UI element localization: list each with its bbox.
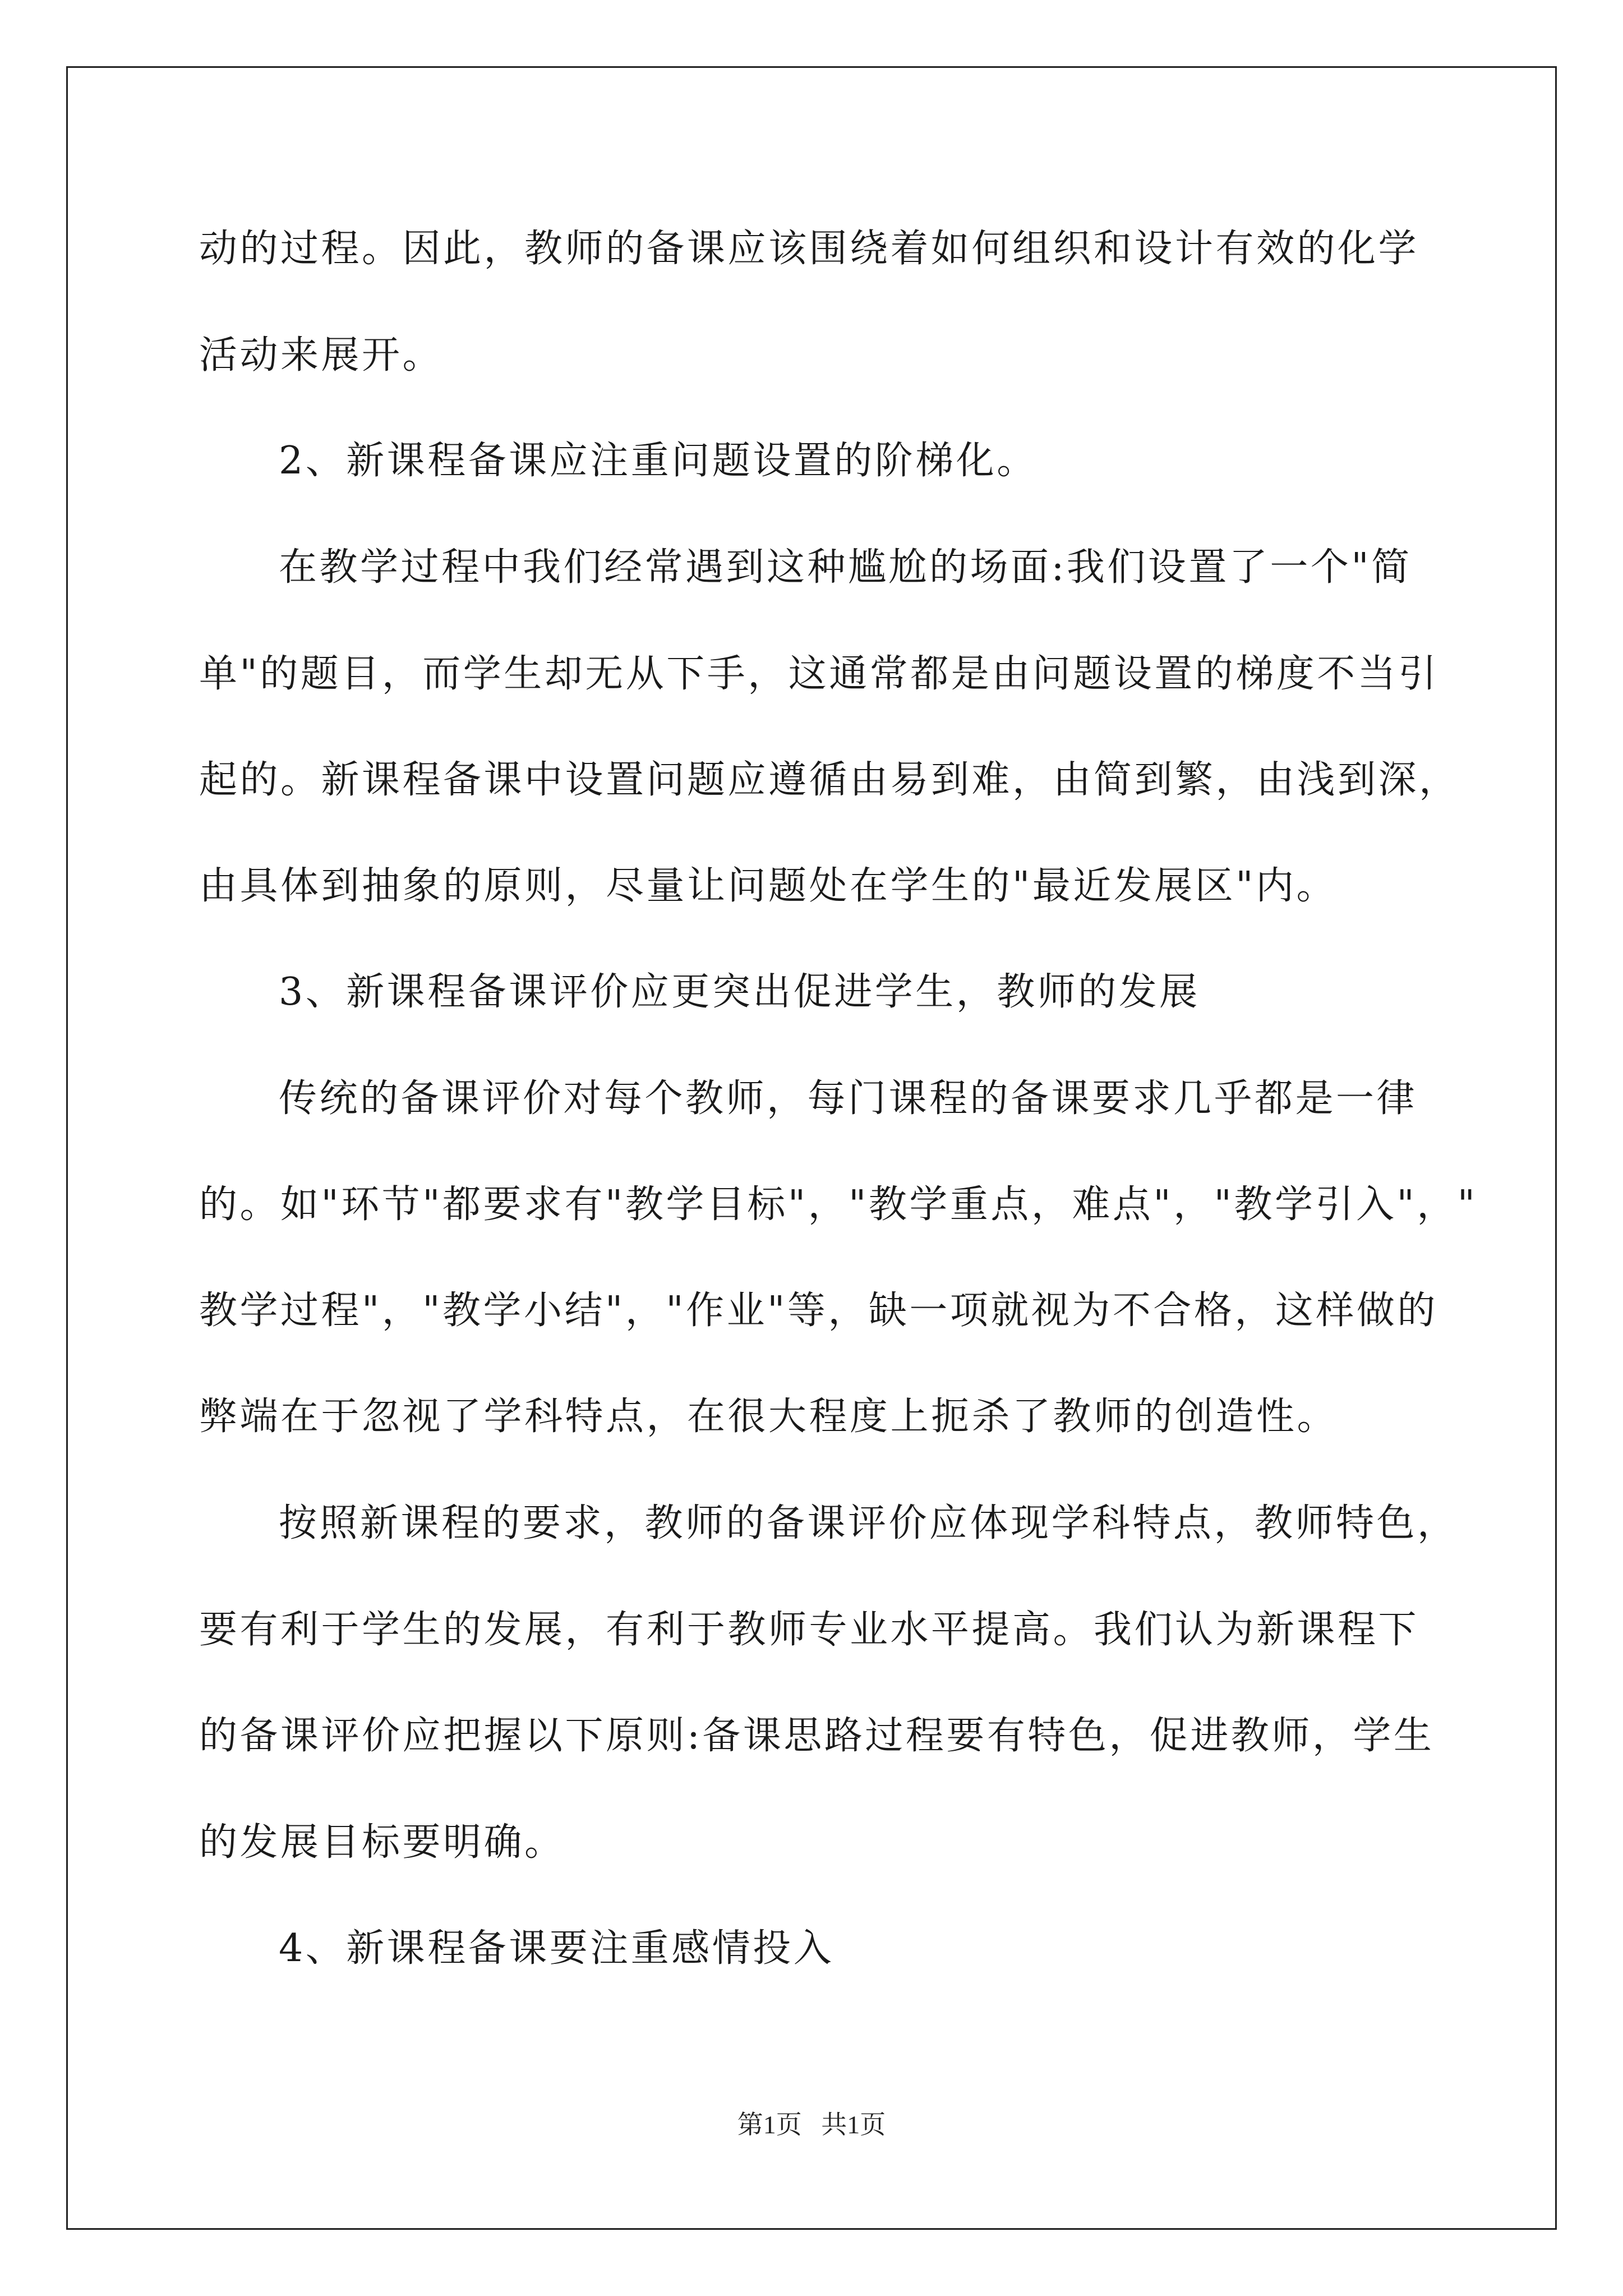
page-border [66,66,1557,2230]
text-line-2: 活动来展开。 [199,333,444,378]
page-number-footer: 第1页 共1页 [737,2110,886,2139]
text-line-13: 按照新课程的要求，教师的备课评价应体现学科特点，教师特色， [279,1501,1458,1545]
text-line-16: 的发展目标要明确。 [199,1820,565,1865]
text-line-7: 由具体到抽象的原则，尽量让问题处在学生的"最近发展区"内。 [199,864,1338,908]
text-line-1: 动的过程。因此，教师的备课应该围绕着如何组织和设计有效的化学 [199,227,1419,271]
text-line-10: 的。如"环节"都要求有"教学目标"，"教学重点，难点"，"教学引入"，" [199,1182,1478,1227]
text-line-6: 起的。新课程备课中设置问题应遵循由易到难，由简到繁，由浅到深， [199,758,1460,802]
text-line-8: 3、新课程备课评价应更突出促进学生，教师的发展 [279,970,1200,1014]
text-line-15: 的备课评价应把握以下原则:备课思路过程要有特色，促进教师，学生 [199,1714,1435,1758]
text-line-4: 在教学过程中我们经常遇到这种尴尬的场面:我们设置了一个"简 [279,545,1412,590]
text-line-9: 传统的备课评价对每个教师，每门课程的备课要求几乎都是一律 [279,1076,1418,1121]
text-line-12: 弊端在于忽视了学科特点，在很大程度上扼杀了教师的创造性。 [199,1395,1338,1439]
text-line-5: 单"的题目，而学生却无从下手，这通常都是由问题设置的梯度不当引 [199,652,1439,696]
text-line-3: 2、新课程备课应注重问题设置的阶梯化。 [279,439,1038,483]
text-line-11: 教学过程"，"教学小结"，"作业"等，缺一项就视为不合格，这样做的 [199,1289,1438,1333]
text-line-14: 要有利于学生的发展，有利于教师专业水平提高。我们认为新课程下 [199,1608,1419,1652]
text-line-17: 4、新课程备课要注重感情投入 [279,1926,834,1971]
